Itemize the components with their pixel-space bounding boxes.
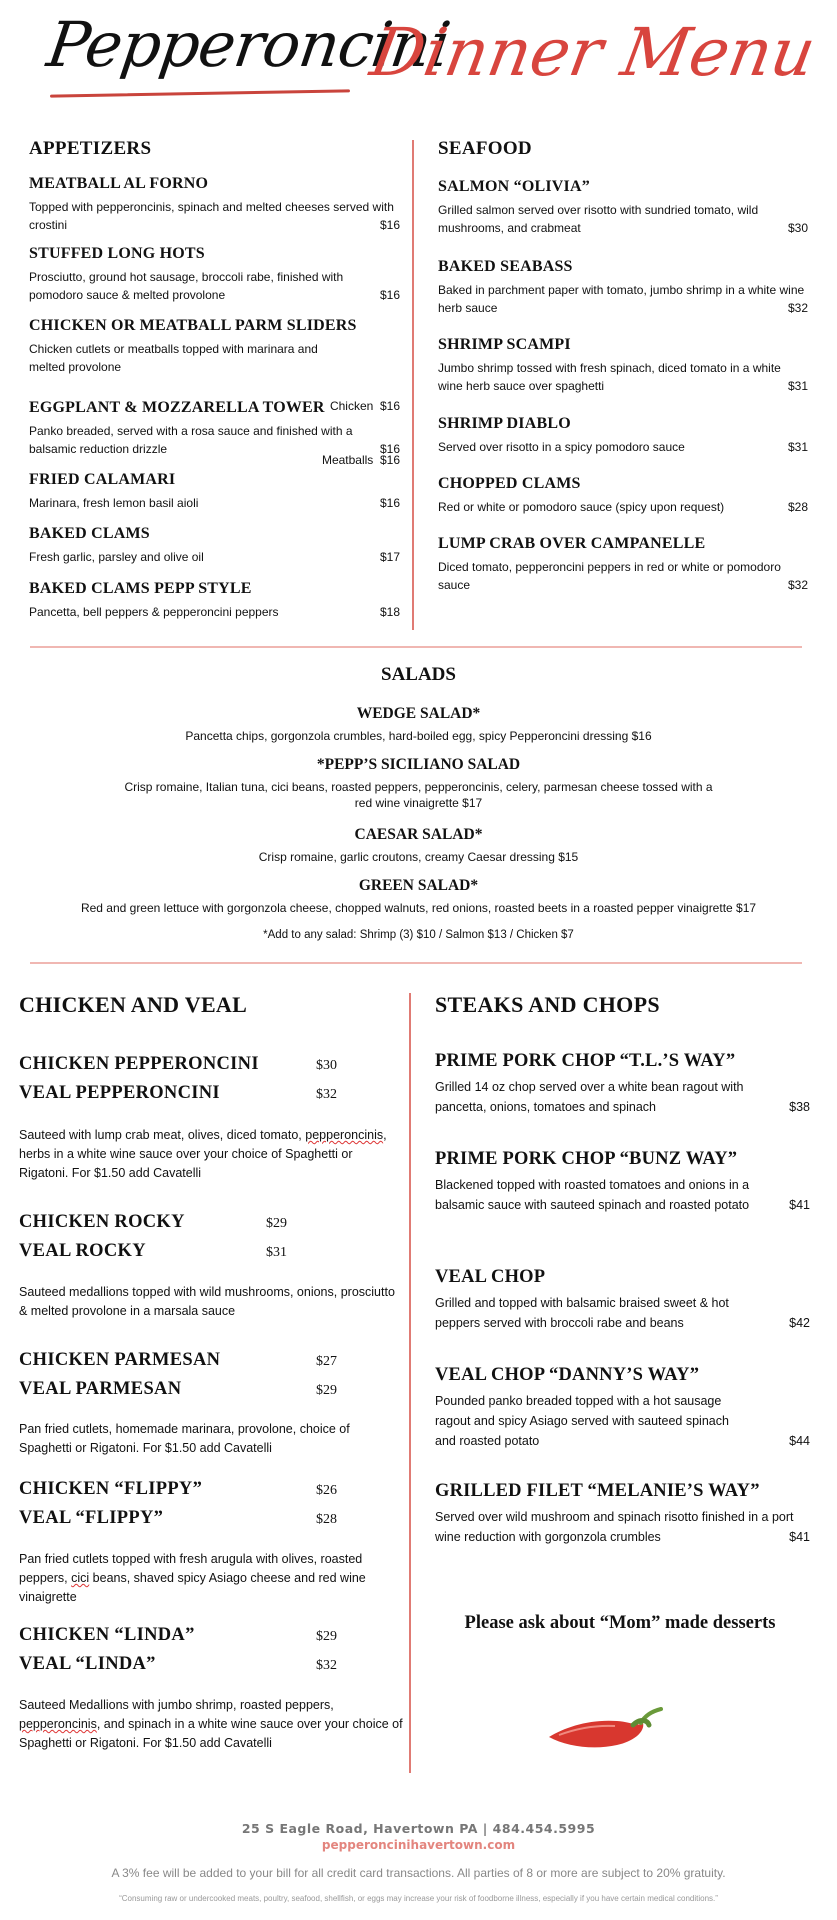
- salad-addon: *Add to any salad: Shrimp (3) $10 / Salmon $13 / Chicken $7: [263, 929, 574, 941]
- salad-item: [0, 756, 837, 811]
- dish-desc: Pan fried cutlets, homemade marinara, provolone, choice of Spaghetti or Rigatoni. For $1.50 add Cavatelli: [19, 1422, 350, 1455]
- item-name: BAKED CLAMS: [29, 525, 150, 542]
- salad-item: [0, 826, 837, 865]
- item-desc: Prosciutto, ground hot sausage, broccoli rabe, finished with pomodoro sauce & melted provolone: [29, 270, 344, 302]
- salad-name: CAESAR SALAD*: [354, 826, 483, 843]
- dish-name: CHICKEN PARMESAN: [19, 1350, 221, 1370]
- item-price: $31: [787, 440, 808, 454]
- item-name: BAKED CLAMS PEPP STYLE: [29, 580, 252, 597]
- desserts-note: Please ask about “Mom” made desserts: [464, 1613, 776, 1633]
- steak-item: [435, 1267, 810, 1333]
- seafood-item: [438, 178, 808, 237]
- item-price: $31: [787, 379, 808, 393]
- item-price-meatballs: Meatballs $16: [321, 453, 400, 467]
- chili-pepper-icon: [545, 1705, 665, 1760]
- item-desc: Grilled salmon served over risotto with sundried tomato, wild mushrooms, and crabmeat: [438, 203, 759, 235]
- item-price: $32: [787, 578, 808, 592]
- item-name: VEAL CHOP: [435, 1267, 546, 1287]
- top-column-divider: [412, 140, 414, 630]
- item-desc: Panko breaded, served with a rosa sauce and finished with a balsamic reduction drizzle: [29, 424, 353, 456]
- bottom-column-divider: [409, 993, 411, 1773]
- item-name: CHOPPED CLAMS: [438, 475, 581, 492]
- salad-desc: Crisp romaine, Italian tuna, cici beans, roasted peppers, pepperoncinis, celery, parmesan cheese tossed with a red wine vinaigrette $17: [124, 780, 713, 810]
- dish-price: $27: [316, 1354, 337, 1369]
- item-name: PRIME PORK CHOP “BUNZ WAY”: [435, 1149, 738, 1169]
- item-name: SHRIMP SCAMPI: [438, 336, 571, 353]
- brand-underline: [50, 89, 350, 97]
- dish-name: CHICKEN “LINDA”: [19, 1625, 195, 1645]
- seafood-item: [438, 258, 808, 317]
- appetizer-item: [29, 175, 400, 234]
- brand-logo-text: Pepperoncini: [42, 8, 455, 81]
- appetizers-title: APPETIZERS: [29, 138, 152, 159]
- dish-price: $29: [266, 1216, 287, 1231]
- dish-desc: Pan fried cutlets topped with fresh arugula with olives, roasted peppers, cici beans, shaved spicy Asiago cheese and red wine vinaigrette: [19, 1552, 366, 1604]
- dish-price: $29: [316, 1383, 337, 1398]
- item-price: $44: [789, 1434, 810, 1448]
- item-name: GRILLED FILET “MELANIE’S WAY”: [435, 1481, 760, 1501]
- footer-website-link[interactable]: pepperoncinihavertown.com: [321, 1838, 516, 1852]
- item-name: EGGPLANT & MOZZARELLA TOWER: [29, 399, 325, 416]
- appetizer-item: [29, 471, 400, 512]
- divider-above-salads: [30, 646, 802, 648]
- steak-item: [435, 1149, 810, 1215]
- dish-price: $31: [266, 1245, 287, 1260]
- dish-name: VEAL PEPPERONCINI: [19, 1083, 220, 1103]
- steak-item: [435, 1481, 810, 1547]
- seafood-item: [438, 475, 808, 516]
- item-price: $42: [789, 1316, 810, 1330]
- item-desc: Chicken cutlets or meatballs topped with marinara and melted provolone: [29, 342, 318, 374]
- salad-desc: Pancetta chips, gorgonzola crumbles, hard-boiled egg, spicy Pepperoncini dressing $16: [185, 729, 652, 743]
- item-price: $41: [789, 1530, 810, 1544]
- item-price: $32: [787, 301, 808, 315]
- item-price: $41: [789, 1198, 810, 1212]
- item-desc: Grilled 14 oz chop served over a white bean ragout with pancetta, onions, tomatoes and spinach: [435, 1080, 744, 1114]
- item-price: $16: [379, 218, 400, 232]
- salad-desc: Red and green lettuce with gorgonzola cheese, chopped walnuts, red onions, roasted beets in a roasted pepper vinaigrette $17: [80, 901, 757, 915]
- salads-section: [0, 664, 837, 686]
- dish-price: $29: [316, 1629, 337, 1644]
- item-name: FRIED CALAMARI: [29, 471, 176, 488]
- item-price: $38: [789, 1100, 810, 1114]
- item-desc: Marinara, fresh lemon basil aioli: [29, 496, 199, 510]
- dish-name: VEAL “FLIPPY”: [19, 1508, 164, 1528]
- dish-name: VEAL ROCKY: [19, 1241, 146, 1261]
- seafood-title: SEAFOOD: [438, 138, 532, 159]
- dish-price: $32: [316, 1087, 337, 1102]
- divider-below-salads: [30, 962, 802, 964]
- dish-name: CHICKEN PEPPERONCINI: [19, 1054, 259, 1074]
- item-price: $16: [379, 442, 400, 456]
- dish-price: $26: [316, 1483, 337, 1498]
- seafood-item: [438, 535, 808, 594]
- dish-desc: Sauteed Medallions with jumbo shrimp, roasted peppers, pepperoncinis, and spinach in a white wine sauce over your choice of Spaghetti or Rigatoni. For $1.50 add Cavatelli: [19, 1698, 403, 1750]
- dish-price: $28: [316, 1512, 337, 1527]
- menu-title: Dinner Menu: [365, 14, 822, 91]
- item-desc: Topped with pepperoncinis, spinach and melted cheeses served with crostini: [29, 200, 394, 232]
- chicken-veal-title: CHICKEN AND VEAL: [19, 992, 248, 1017]
- item-desc: Red or white or pomodoro sauce (spicy upon request): [438, 500, 725, 514]
- item-price: $30: [787, 221, 808, 235]
- dish-name: CHICKEN “FLIPPY”: [19, 1479, 203, 1499]
- salad-name: GREEN SALAD*: [358, 877, 479, 894]
- appetizer-item: [29, 525, 400, 566]
- item-desc: Fresh garlic, parsley and olive oil: [29, 550, 204, 564]
- item-desc: Grilled and topped with balsamic braised sweet & hot peppers served with broccoli rabe and beans: [435, 1296, 729, 1330]
- item-desc: Pancetta, bell peppers & pepperoncini peppers: [29, 605, 279, 619]
- seafood-item: [438, 336, 808, 395]
- item-name: SALMON “OLIVIA”: [438, 178, 590, 195]
- item-name: LUMP CRAB OVER CAMPANELLE: [438, 535, 706, 552]
- appetizer-item: [29, 245, 400, 304]
- dish-desc: Sauteed with lump crab meat, olives, diced tomato, pepperoncinis, herbs in a white wine sauce over your choice of Spaghetti or Rigatoni. For $1.50 add Cavatelli: [19, 1128, 387, 1180]
- item-name: STUFFED LONG HOTS: [29, 245, 205, 262]
- dish-desc: Sauteed medallions topped with wild mushrooms, onions, prosciutto & melted provolone in a marsala sauce: [19, 1285, 395, 1318]
- salad-item: [0, 705, 837, 744]
- item-name: VEAL CHOP “DANNY’S WAY”: [435, 1365, 700, 1385]
- item-name: MEATBALL AL FORNO: [29, 175, 209, 192]
- appetizer-item: [29, 580, 400, 621]
- item-price: $17: [379, 550, 400, 564]
- item-price-chicken: Chicken $16: [329, 399, 400, 413]
- dish-price: $30: [316, 1058, 337, 1073]
- steak-item: [435, 1051, 810, 1117]
- footer-consumer-advisory: “Consuming raw or undercooked meats, poultry, seafood, shellfish, or eggs may increase your risk of foodborne illness, especially if you have certain medical conditions.”: [119, 1894, 718, 1903]
- item-desc: Diced tomato, pepperoncini peppers in red or white or pomodoro sauce: [438, 560, 781, 592]
- item-desc: Served over risotto in a spicy pomodoro sauce: [438, 440, 685, 454]
- steaks-title: STEAKS AND CHOPS: [435, 992, 660, 1017]
- item-desc: Blackened topped with roasted tomatoes and onions in a balsamic sauce with sauteed spinach and roasted potato: [435, 1178, 750, 1212]
- item-name: CHICKEN OR MEATBALL PARM SLIDERS: [29, 317, 357, 334]
- steak-item: [435, 1365, 810, 1451]
- item-name: BAKED SEABASS: [438, 258, 573, 275]
- salad-desc: Crisp romaine, garlic croutons, creamy Caesar dressing $15: [258, 850, 579, 864]
- dish-name: CHICKEN ROCKY: [19, 1212, 185, 1232]
- item-price: $18: [379, 605, 400, 619]
- footer-fee-note: A 3% fee will be added to your bill for all credit card transactions. All parties of 8 or more are subject to 20% gratuity.: [111, 1866, 726, 1880]
- dish-name: VEAL PARMESAN: [19, 1379, 182, 1399]
- dish-name: VEAL “LINDA”: [19, 1654, 156, 1674]
- item-desc: Pounded panko breaded topped with a hot sausage ragout and spicy Asiago served with sauteed spinach and roasted potato: [435, 1394, 729, 1448]
- dish-price: $32: [316, 1658, 337, 1673]
- item-desc: Jumbo shrimp tossed with fresh spinach, diced tomato in a white wine herb sauce over spaghetti: [438, 361, 781, 393]
- item-price: $16: [379, 288, 400, 302]
- item-price: $28: [787, 500, 808, 514]
- appetizer-item: [29, 399, 400, 458]
- item-name: PRIME PORK CHOP “T.L.’S WAY”: [435, 1051, 736, 1071]
- footer-address: 25 S Eagle Road, Havertown PA | 484.454.5995: [241, 1821, 596, 1836]
- seafood-item: [438, 415, 808, 456]
- item-desc: Served over wild mushroom and spinach risotto finished in a port wine reduction with gorgonzola crumbles: [435, 1510, 794, 1544]
- item-name: SHRIMP DIABLO: [438, 415, 571, 432]
- item-price: $16: [379, 496, 400, 510]
- salads-title: SALADS: [381, 664, 456, 685]
- salad-name: WEDGE SALAD*: [356, 705, 481, 722]
- item-desc: Baked in parchment paper with tomato, jumbo shrimp in a white wine herb sauce: [438, 283, 805, 315]
- salad-name: *PEPP’S SICILIANO SALAD: [316, 756, 521, 773]
- menu-header: [0, 0, 837, 120]
- salad-item: [0, 877, 837, 916]
